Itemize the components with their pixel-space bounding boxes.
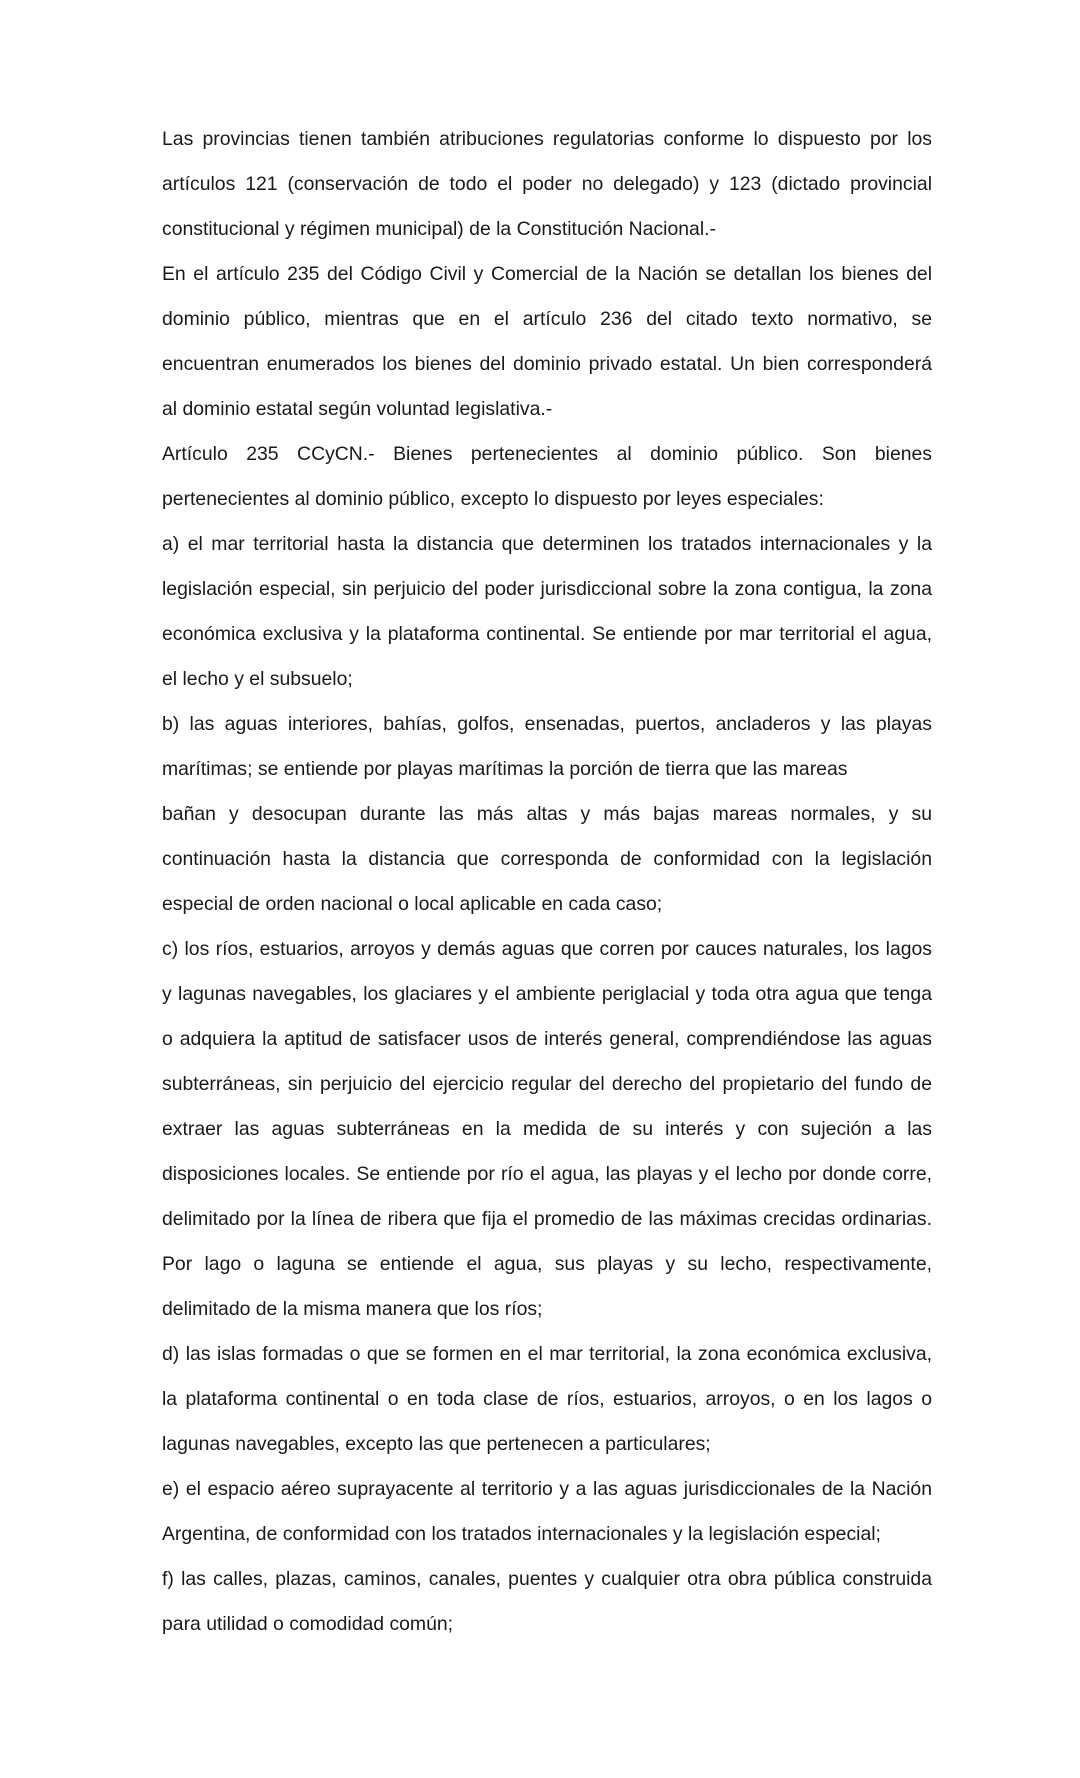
text-line: la plataforma continental o en toda clase de ríos, estuarios, arroyos, o en los lagos o [162,1388,932,1410]
paragraph-p5 [162,702,932,792]
document-body [162,117,932,1647]
text-line: c) los ríos, estuarios, arroyos y demás aguas que corren por cauces naturales, los lagos [162,938,932,960]
text-line: económica exclusiva y la plataforma continental. Se entiende por mar territorial el agua, [162,623,932,645]
text-line: artículos 121 (conservación de todo el poder no delegado) y 123 (dictado provincial [162,173,932,195]
paragraph-p2 [162,252,932,432]
text-line: encuentran enumerados los bienes del dominio privado estatal. Un bien corresponderá [162,353,932,375]
text-line: Artículo 235 CCyCN.- Bienes pertenecientes al dominio público. Son bienes [162,443,932,465]
text-line: o adquiera la aptitud de satisfacer usos de interés general, comprendiéndose las aguas [162,1028,932,1050]
text-line: disposiciones locales. Se entiende por río el agua, las playas y el lecho por donde corre, [162,1163,932,1185]
text-line: extraer las aguas subterráneas en la medida de su interés y con sujeción a las [162,1118,932,1140]
text-line: e) el espacio aéreo suprayacente al territorio y a las aguas jurisdiccionales de la Nación [162,1478,932,1500]
text-line: Argentina, de conformidad con los tratados internacionales y la legislación especial; [162,1523,881,1545]
text-line: b) las aguas interiores, bahías, golfos, ensenadas, puertos, ancladeros y las playas [162,713,932,735]
text-line: y lagunas navegables, los glaciares y el ambiente periglacial y toda otra agua que tenga [162,983,932,1005]
text-line: especial de orden nacional o local aplicable en cada caso; [162,893,663,915]
text-line: Por lago o laguna se entiende el agua, sus playas y su lecho, respectivamente, [162,1253,932,1275]
text-line: el lecho y el subsuelo; [162,668,353,690]
text-line: al dominio estatal según voluntad legislativa.- [162,398,553,420]
text-line: continuación hasta la distancia que corresponda de conformidad con la legislación [162,848,932,870]
text-line: delimitado por la línea de ribera que fija el promedio de las máximas crecidas ordinarias. [162,1208,932,1230]
text-line: a) el mar territorial hasta la distancia que determinen los tratados internacionales y la [162,533,932,555]
text-line: Las provincias tienen también atribuciones regulatorias conforme lo dispuesto por los [162,128,932,150]
text-line: subterráneas, sin perjuicio del ejercicio regular del derecho del propietario del fundo de [162,1073,932,1095]
text-line: para utilidad o comodidad común; [162,1613,454,1635]
paragraph-p1 [162,117,932,252]
text-line: constitucional y régimen municipal) de la Constitución Nacional.- [162,218,716,240]
text-line: d) las islas formadas o que se formen en el mar territorial, la zona económica exclusiva, [162,1343,932,1365]
paragraph-p10 [162,1557,932,1647]
paragraph-p6 [162,792,932,927]
text-line: delimitado de la misma manera que los ríos; [162,1298,543,1320]
paragraph-p9 [162,1467,932,1557]
text-line: dominio público, mientras que en el artículo 236 del citado texto normativo, se [162,308,932,330]
text-line: pertenecientes al dominio público, excepto lo dispuesto por leyes especiales: [162,488,824,510]
text-line: legislación especial, sin perjuicio del poder jurisdiccional sobre la zona contigua, la zona [162,578,932,600]
text-line: En el artículo 235 del Código Civil y Comercial de la Nación se detallan los bienes del [162,263,932,285]
text-line: marítimas; se entiende por playas marítimas la porción de tierra que las mareas [162,758,848,780]
text-line: lagunas navegables, excepto las que pertenecen a particulares; [162,1433,711,1455]
text-line: f) las calles, plazas, caminos, canales, puentes y cualquier otra obra pública construida [162,1568,932,1590]
paragraph-p3 [162,432,932,522]
paragraph-p7 [162,927,932,1332]
text-line: bañan y desocupan durante las más altas y más bajas mareas normales, y su [162,803,932,825]
paragraph-p8 [162,1332,932,1467]
paragraph-p4 [162,522,932,702]
